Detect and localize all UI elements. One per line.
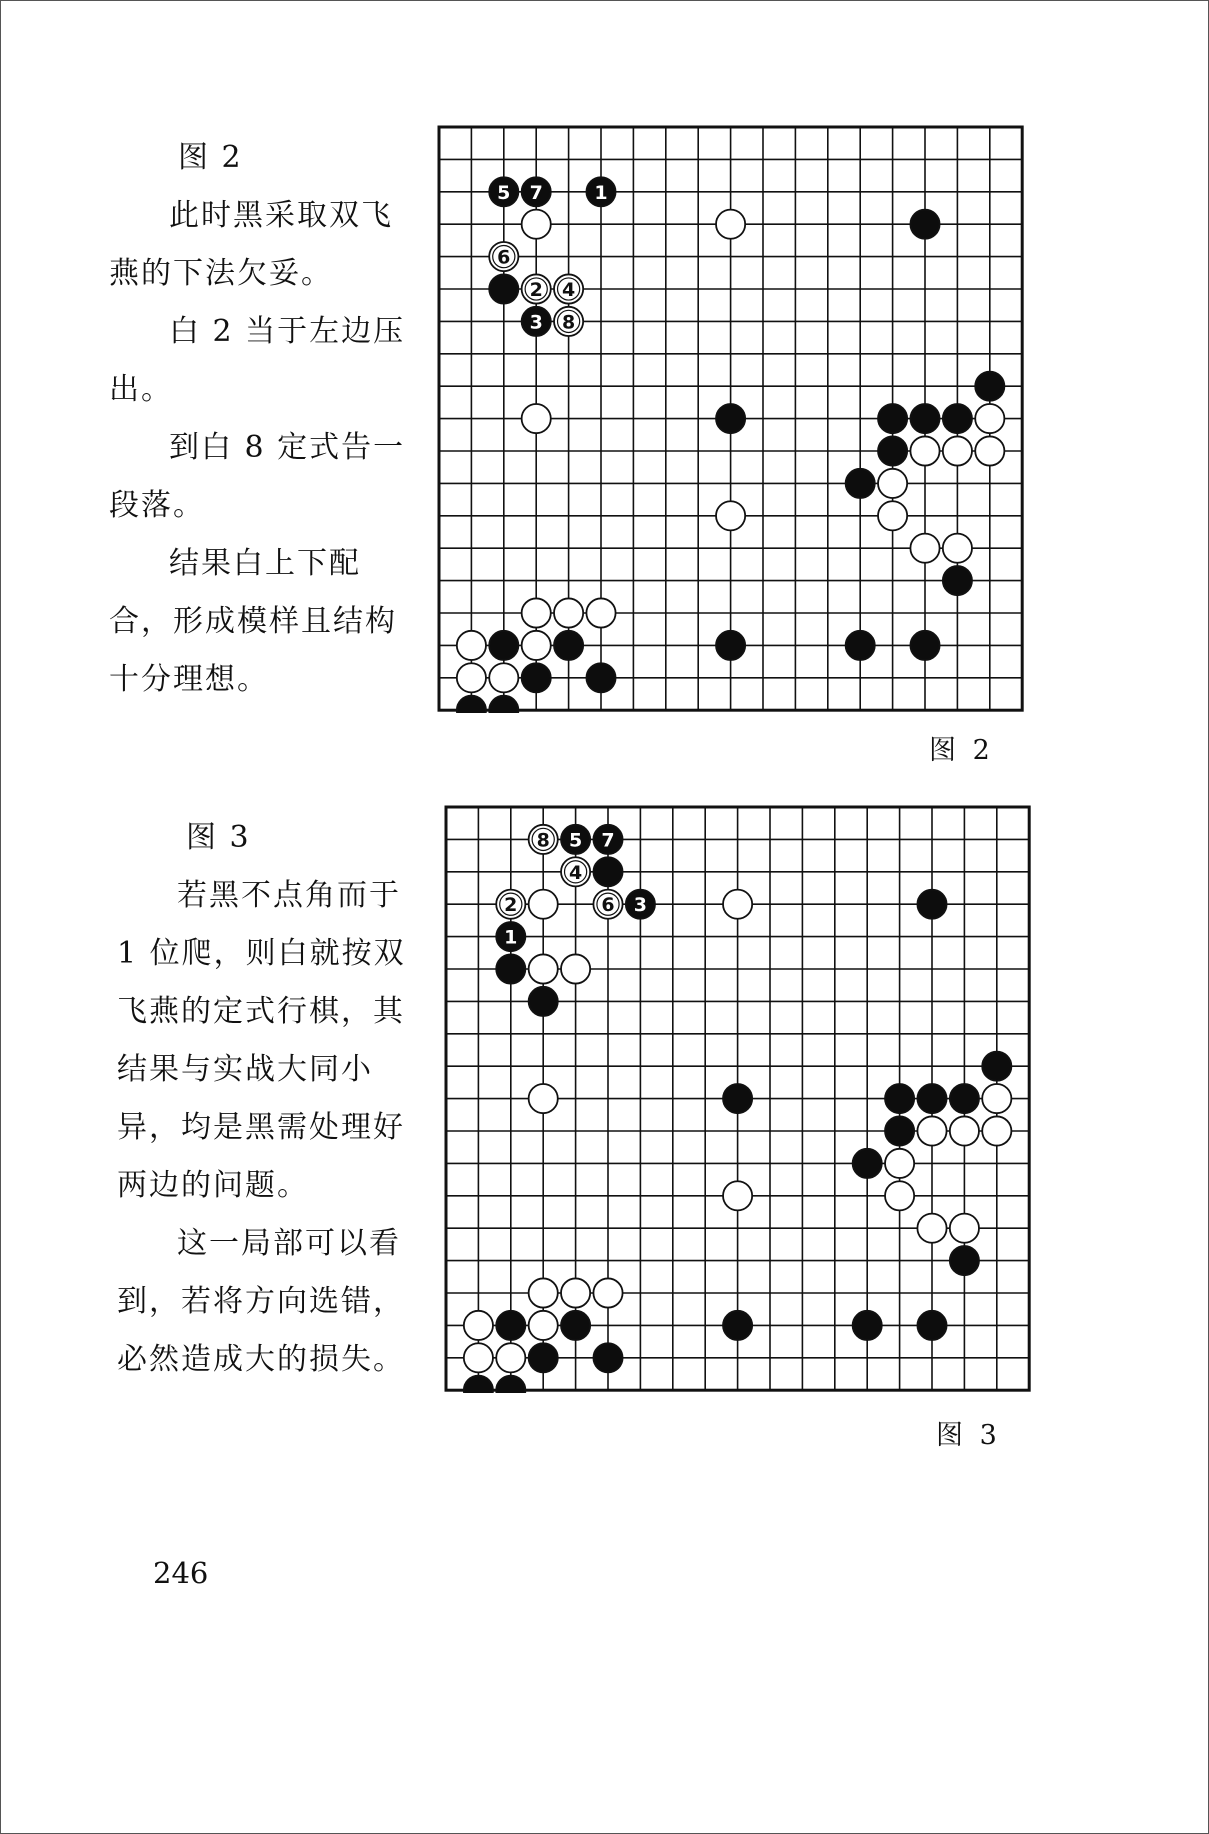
fig2-side-caption: 图 2	[178, 140, 243, 175]
fig2-white-stone	[716, 210, 745, 239]
fig3-white-stone	[529, 1311, 558, 1340]
fig2-black-stone	[489, 631, 518, 660]
fig2-commentary	[109, 129, 409, 709]
fig3-white-stone	[885, 1181, 914, 1210]
fig2-white-stone	[457, 631, 486, 660]
fig2-black-stone	[910, 404, 939, 433]
fig2-white-stone	[586, 598, 615, 627]
fig2-black-stone	[975, 372, 1004, 401]
fig3-white-stone	[723, 890, 752, 919]
fig3-black-stone	[885, 1084, 914, 1113]
fig2-board-caption: 图 2	[929, 735, 994, 766]
fig3-black-stone	[496, 1311, 525, 1340]
fig3-white-stone	[982, 1084, 1011, 1113]
fig2-black-stone	[846, 469, 875, 498]
fig2-black-stone-5	[489, 177, 518, 206]
svg-text:8: 8	[561, 311, 576, 334]
fig3-white-stone-4	[561, 857, 590, 886]
fig2-black-stone	[943, 404, 972, 433]
fig2-white-stone-8	[554, 307, 583, 336]
fig2-white-stone	[457, 663, 486, 692]
fig2-white-stone	[910, 436, 939, 465]
fig2-black-stone	[522, 663, 551, 692]
fig3-black-stone	[561, 1311, 590, 1340]
fig3-board-caption: 图 3	[936, 1420, 1001, 1451]
page-number: 246	[153, 1556, 209, 1590]
fig2-black-stone	[910, 210, 939, 239]
svg-text:4: 4	[561, 279, 576, 301]
fig3-black-stone	[950, 1246, 979, 1275]
fig2-go-board	[435, 123, 1027, 713]
fig2-white-stone	[975, 404, 1004, 433]
fig3-black-stone	[853, 1311, 882, 1340]
svg-text:4: 4	[568, 861, 583, 884]
fig3-black-stone	[950, 1084, 979, 1113]
fig3-white-stone	[529, 890, 558, 919]
svg-text:6: 6	[497, 246, 511, 269]
fig2-black-stone	[586, 663, 615, 692]
svg-text:6: 6	[601, 894, 615, 917]
fig3-paragraph-1: 若黑不点角而于 1 位爬，则白就按双飞燕的定式行棋，其结果与实战大同小异，均是黑需处理好两边的问题。	[117, 878, 406, 1203]
svg-text:2: 2	[529, 279, 543, 301]
svg-text:8: 8	[536, 829, 550, 852]
fig3-white-stone	[561, 954, 590, 983]
fig3-white-stone	[529, 1278, 558, 1307]
fig3-black-stone	[593, 857, 622, 886]
fig3-white-stone	[561, 1278, 590, 1307]
fig3-white-stone	[917, 1116, 946, 1145]
fig3-white-stone	[982, 1116, 1011, 1145]
fig2-white-stone	[522, 404, 551, 433]
svg-text:7: 7	[601, 829, 615, 852]
fig3-black-stone	[982, 1052, 1011, 1081]
fig3-black-stone	[593, 1343, 622, 1372]
fig3-go-board	[442, 803, 1034, 1393]
fig2-black-stone-3	[522, 307, 551, 336]
fig2-white-stone	[522, 631, 551, 660]
fig3-black-stone-1	[496, 922, 525, 951]
fig3-side-caption: 图 3	[186, 820, 251, 855]
fig2-white-stone	[716, 501, 745, 530]
fig3-black-stone	[496, 954, 525, 983]
fig3-white-stone	[464, 1311, 493, 1340]
fig2-white-stone	[554, 598, 583, 627]
fig3-white-stone-8	[529, 825, 558, 854]
fig3-black-stone	[529, 987, 558, 1016]
fig2-white-stone	[489, 663, 518, 692]
fig3-white-stone	[723, 1181, 752, 1210]
fig3-white-stone	[593, 1278, 622, 1307]
svg-text:1: 1	[594, 181, 608, 204]
fig3-white-stone	[496, 1343, 525, 1372]
svg-text:1: 1	[504, 926, 518, 949]
fig2-white-stone	[522, 598, 551, 627]
fig3-white-stone	[529, 954, 558, 983]
fig2-white-stone	[878, 469, 907, 498]
fig2-black-stone	[554, 631, 583, 660]
fig3-black-stone	[885, 1116, 914, 1145]
fig2-black-stone	[489, 274, 518, 303]
fig2-black-stone	[878, 404, 907, 433]
fig2-white-stone	[522, 210, 551, 239]
fig3-black-stone	[853, 1149, 882, 1178]
svg-text:5: 5	[497, 181, 511, 204]
svg-text:3: 3	[529, 311, 543, 334]
fig2-black-stone	[716, 404, 745, 433]
fig3-white-stone	[950, 1214, 979, 1243]
fig3-black-stone-3	[626, 890, 655, 919]
fig2-white-stone	[943, 534, 972, 563]
fig2-white-stone-6	[489, 242, 518, 271]
fig3-black-stone	[723, 1084, 752, 1113]
fig3-black-stone-5	[561, 825, 590, 854]
fig3-white-stone-2	[496, 890, 525, 919]
fig2-black-stone	[878, 436, 907, 465]
fig2-white-stone	[910, 534, 939, 563]
fig2-black-stone	[846, 631, 875, 660]
fig3-black-stone	[723, 1311, 752, 1340]
svg-text:7: 7	[529, 181, 543, 204]
fig3-black-stone-7	[593, 825, 622, 854]
fig2-white-stone-4	[554, 274, 583, 303]
fig2-paragraph-1: 此时黑采取双飞燕的下法欠妥。	[109, 198, 393, 291]
fig2-black-stone-7	[522, 177, 551, 206]
svg-text:2: 2	[504, 894, 518, 917]
svg-text:5: 5	[568, 829, 583, 852]
fig3-white-stone	[950, 1116, 979, 1145]
fig3-white-stone	[917, 1214, 946, 1243]
fig2-black-stone	[943, 566, 972, 595]
fig3-paragraph-2: 这一局部可以看到，若将方向选错，必然造成大的损失。	[117, 1226, 405, 1377]
fig2-paragraph-3: 到白 8 定式告一段落。	[109, 430, 406, 523]
fig3-black-stone	[917, 1084, 946, 1113]
fig2-white-stone	[878, 501, 907, 530]
fig3-white-stone	[885, 1149, 914, 1178]
fig2-paragraph-2: 白 2 当于左边压出。	[109, 314, 406, 407]
svg-text:3: 3	[633, 894, 648, 917]
fig3-white-stone-6	[593, 890, 622, 919]
fig2-white-stone	[975, 436, 1004, 465]
fig3-white-stone	[529, 1084, 558, 1113]
fig2-black-stone	[910, 631, 939, 660]
fig2-white-stone-2	[522, 274, 551, 303]
fig3-black-stone	[529, 1343, 558, 1372]
fig3-black-stone	[917, 890, 946, 919]
fig2-paragraph-4: 结果白上下配合，形成模样且结构十分理想。	[109, 546, 397, 697]
fig2-white-stone	[943, 436, 972, 465]
fig2-black-stone	[716, 631, 745, 660]
fig3-commentary	[117, 809, 417, 1389]
fig3-white-stone	[464, 1343, 493, 1372]
fig2-black-stone-1	[586, 177, 615, 206]
fig3-black-stone	[917, 1311, 946, 1340]
